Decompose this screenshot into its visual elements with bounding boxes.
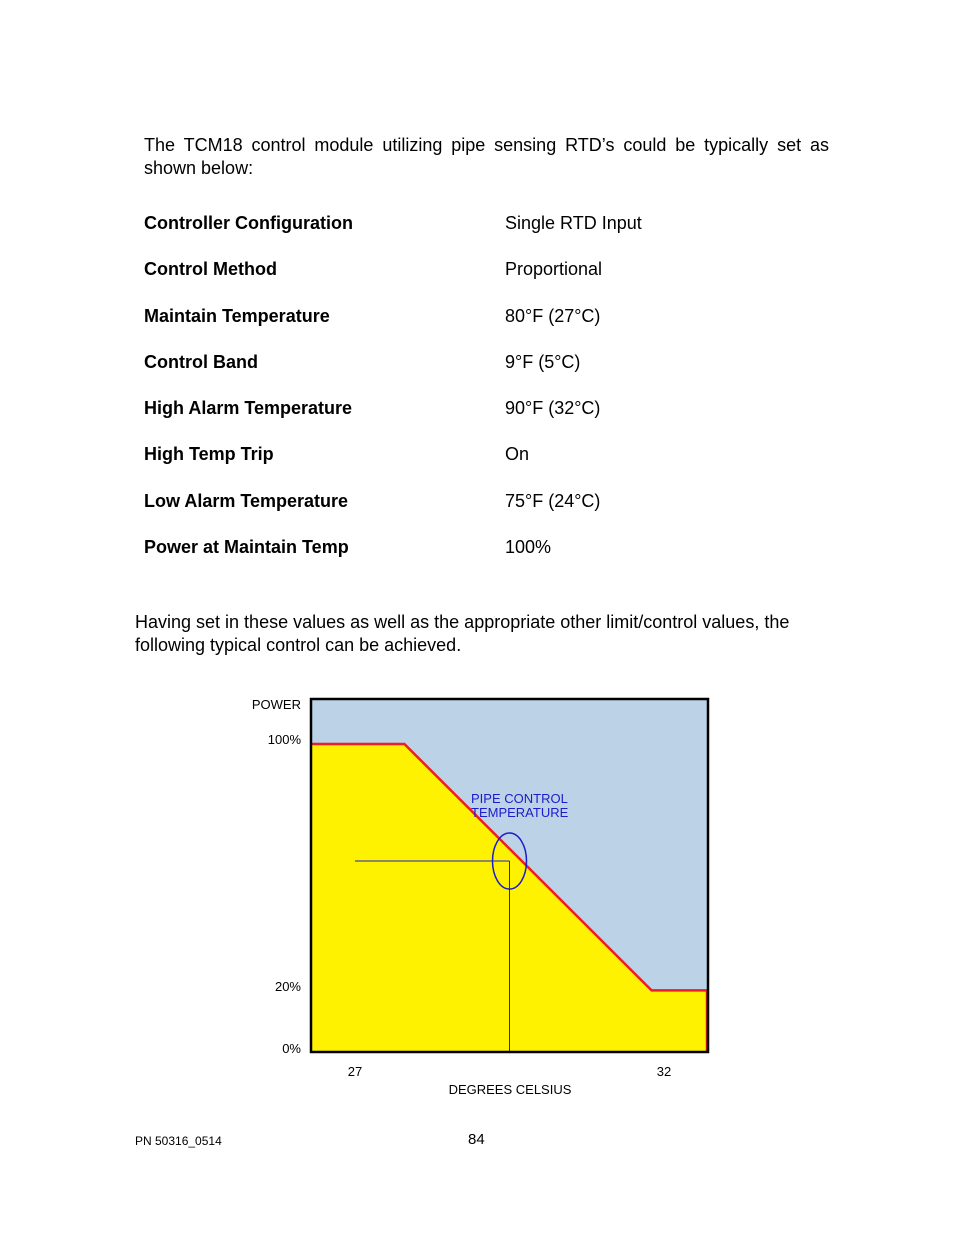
x-tick-label: 32 [656,1064,672,1079]
setting-value: On [505,444,530,465]
page-number: 84 [468,1131,485,1148]
y-tick-label: 100% [267,732,301,747]
annotation-line-2: TEMPERATURE [471,805,569,820]
setting-value: 80°F (27°C) [505,305,601,326]
setting-label: Control Method [144,259,277,280]
x-tick-label: 27 [347,1064,363,1079]
setting-value: 9°F (5°C) [505,351,581,372]
setting-value: 100% [505,537,552,558]
setting-value: 75°F (24°C) [505,490,601,511]
setting-label: High Alarm Temperature [144,398,353,419]
annotation-line-1: PIPE CONTROL [471,791,568,806]
x-axis-title: DEGREES CELSIUS [448,1082,572,1097]
setting-value: 90°F (32°C) [505,398,601,419]
setting-label: Control Band [144,351,258,372]
setting-label: Controller Configuration [144,213,353,233]
intro-paragraph: The TCM18 control module utilizing pipe sensing RTD’s could be typically set as shown below: [144,135,829,178]
setting-label: Low Alarm Temperature [144,490,349,511]
document-number: PN 50316_0514 [135,1134,222,1148]
setting-label: Maintain Temperature [144,305,330,326]
setting-value: Proportional [505,259,603,280]
y-tick-label: 20% [274,979,301,994]
chart-intro-paragraph: Having set in these values as well as the appropriate other limit/control values, the following typical control can be achieved. [135,612,790,655]
setting-value: Single RTD Input [505,213,642,233]
y-axis-title: POWER [251,697,301,712]
y-tick-label: 0% [282,1041,301,1056]
setting-label: High Temp Trip [144,444,274,465]
setting-label: Power at Maintain Temp [144,537,349,558]
